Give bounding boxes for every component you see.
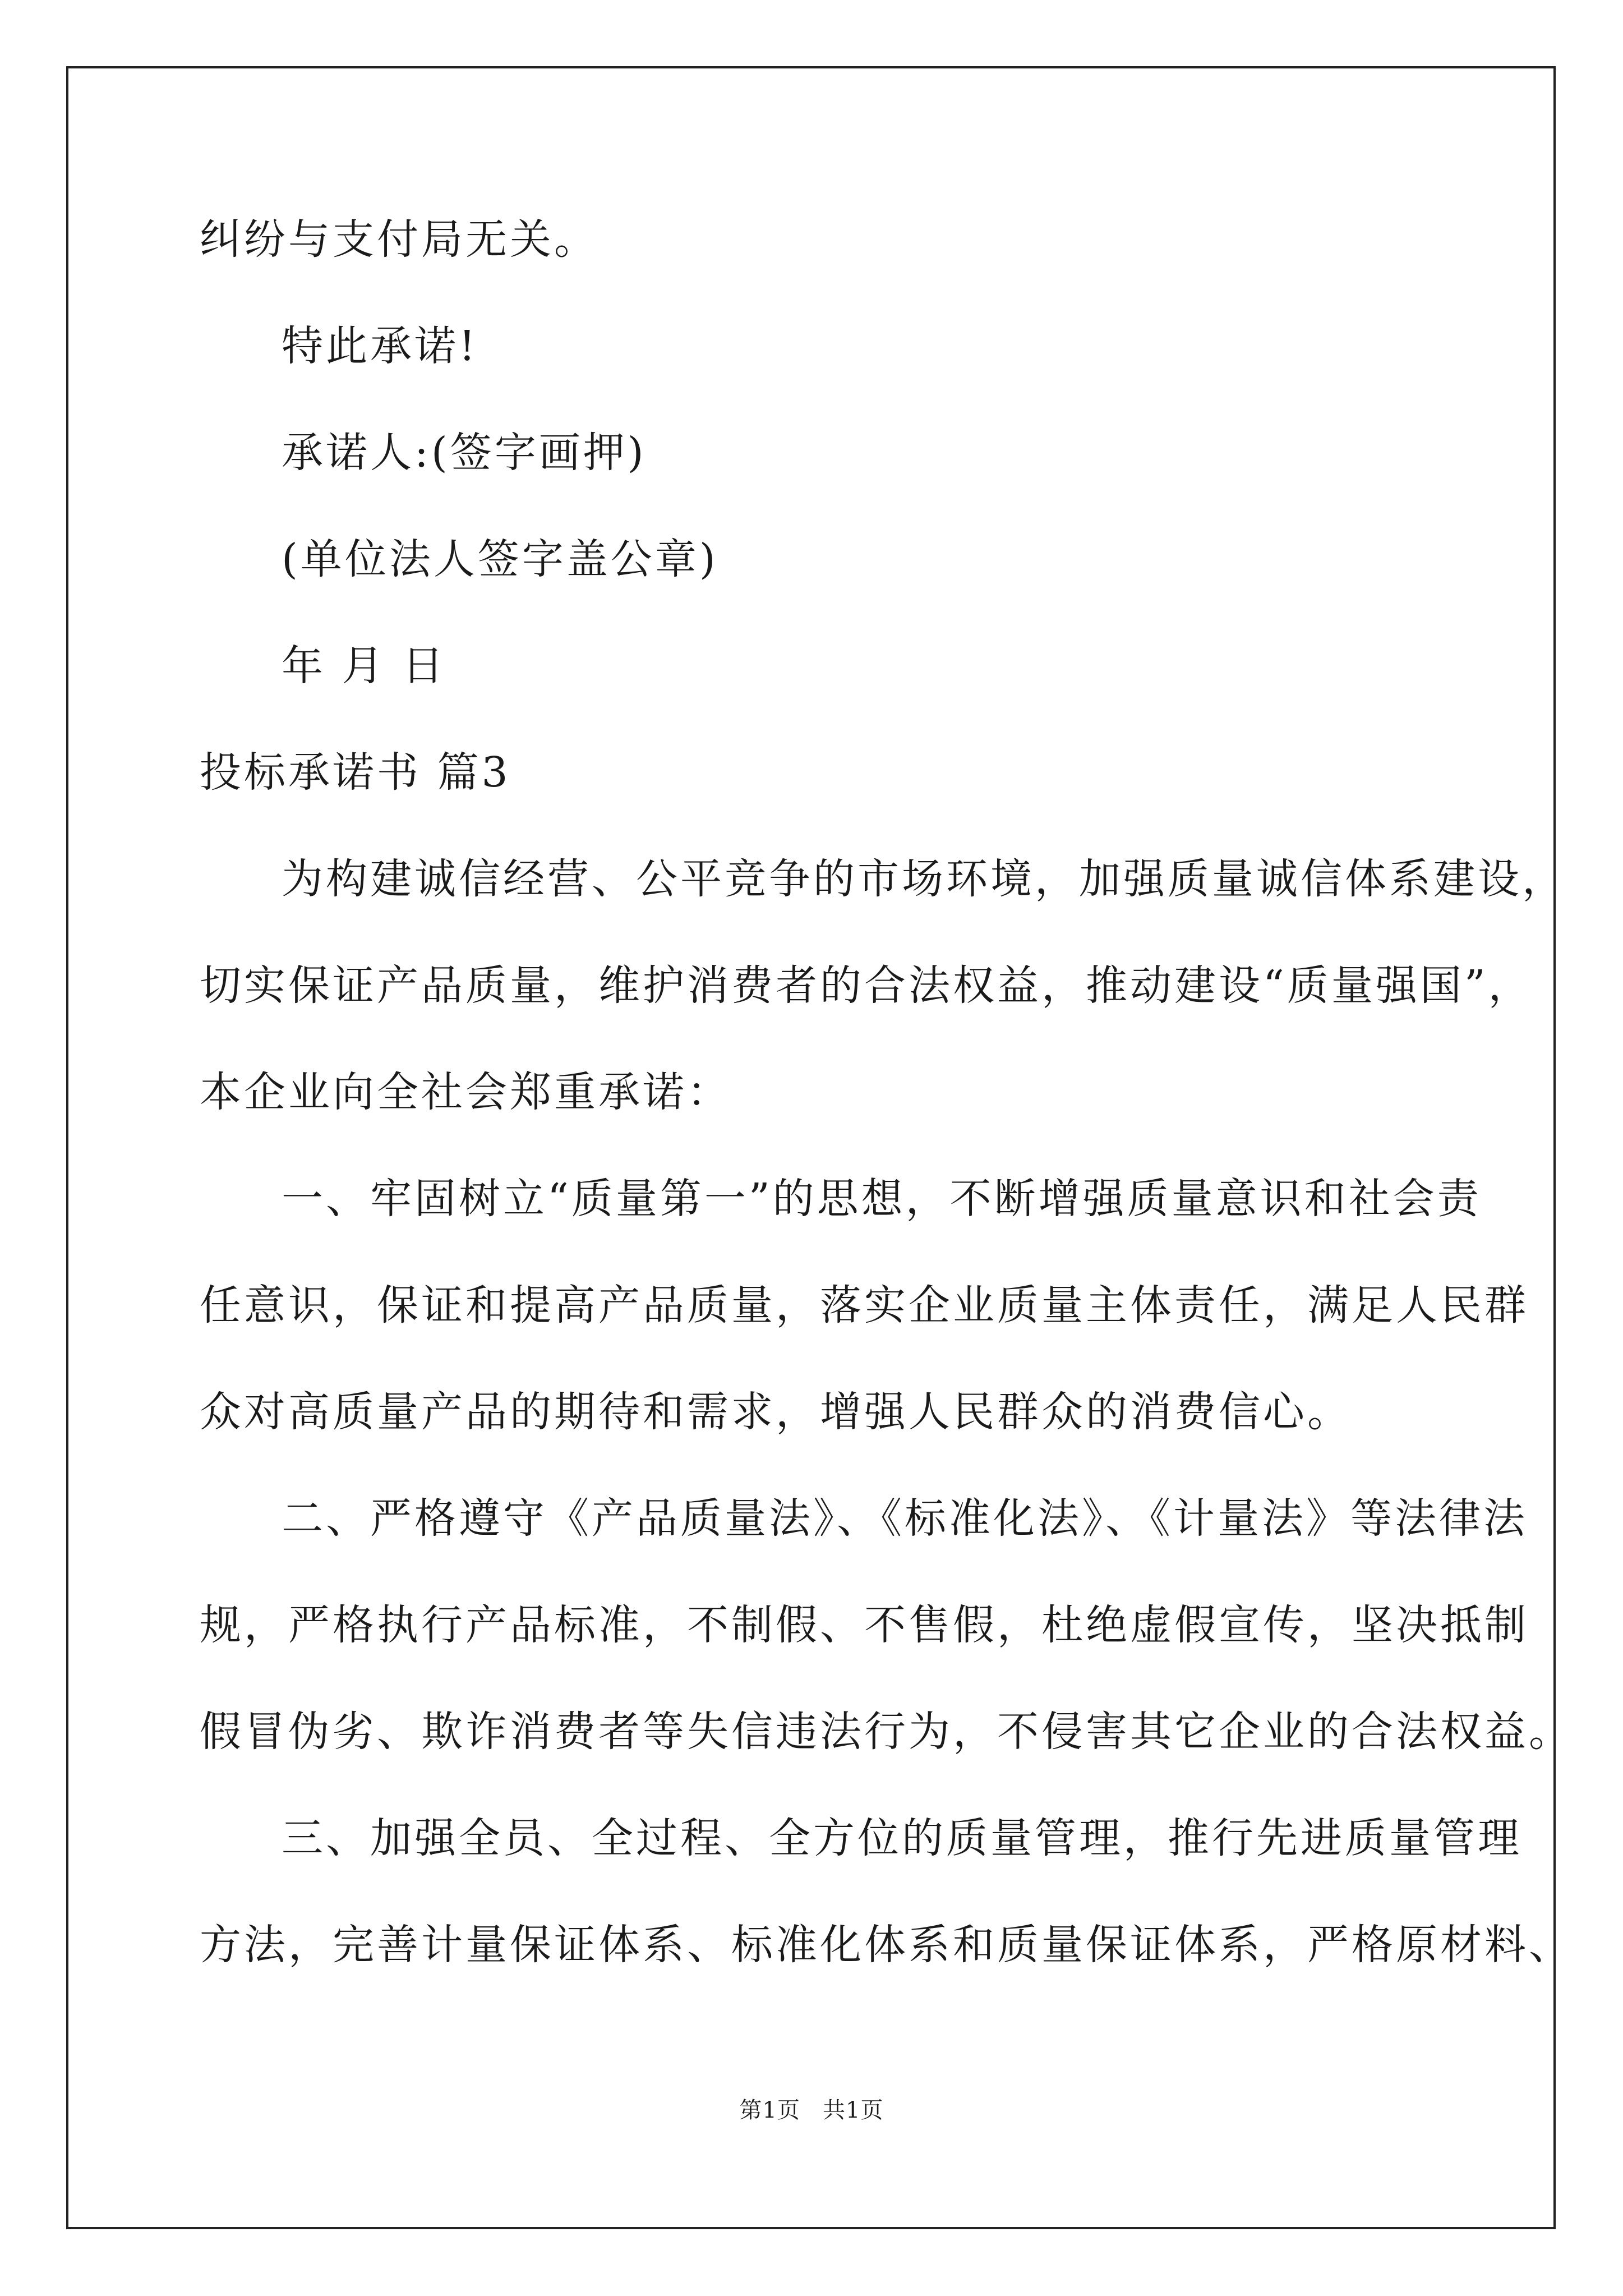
text-line: 纠纷与支付局无关。 <box>200 215 598 264</box>
text-line: 为构建诚信经营、公平竞争的市场环境，加强质量诚信体系建设， <box>282 855 1566 903</box>
text-line: 一、牢固树立“质量第一”的思想，不断增强质量意识和社会责 <box>282 1175 1482 1223</box>
text-line: 特此承诺! <box>282 322 478 370</box>
page-footer <box>0 2099 1623 2122</box>
text-line: 假冒伪劣、欺诈消费者等失信违法行为，不侵害其它企业的合法权益。 <box>200 1708 1573 1756</box>
page-border <box>66 66 1556 2229</box>
page-total: 共1页 <box>823 2097 884 2123</box>
page-number: 第1页 <box>739 2097 800 2123</box>
text-line: 众对高质量产品的期待和需求，增强人民群众的消费信心。 <box>200 1388 1352 1436</box>
text-line: (单位法人签字盖公章) <box>282 535 718 583</box>
text-line: 承诺人:(签字画押) <box>282 429 647 477</box>
text-line: 切实保证产品质量，维护消费者的合法权益，推动建设“质量强国”， <box>200 961 1533 1010</box>
text-line: 二、严格遵守《产品质量法》、《标准化法》、《计量法》等法律法 <box>282 1494 1528 1543</box>
text-line: 本企业向全社会郑重承诺： <box>200 1068 731 1116</box>
section-heading: 投标承诺书 篇3 <box>200 748 511 797</box>
text-line: 方法，完善计量保证体系、标准化体系和质量保证体系，严格原材料、 <box>200 1921 1573 1969</box>
text-line: 任意识，保证和提高产品质量，落实企业质量主体责任，满足人民群 <box>200 1281 1529 1329</box>
text-line: 年 月 日 <box>282 642 447 690</box>
text-line: 规，严格执行产品标准，不制假、不售假，杜绝虚假宣传，坚决抵制 <box>200 1601 1529 1649</box>
text-line: 三、加强全员、全过程、全方位的质量管理，推行先进质量管理 <box>282 1814 1522 1862</box>
